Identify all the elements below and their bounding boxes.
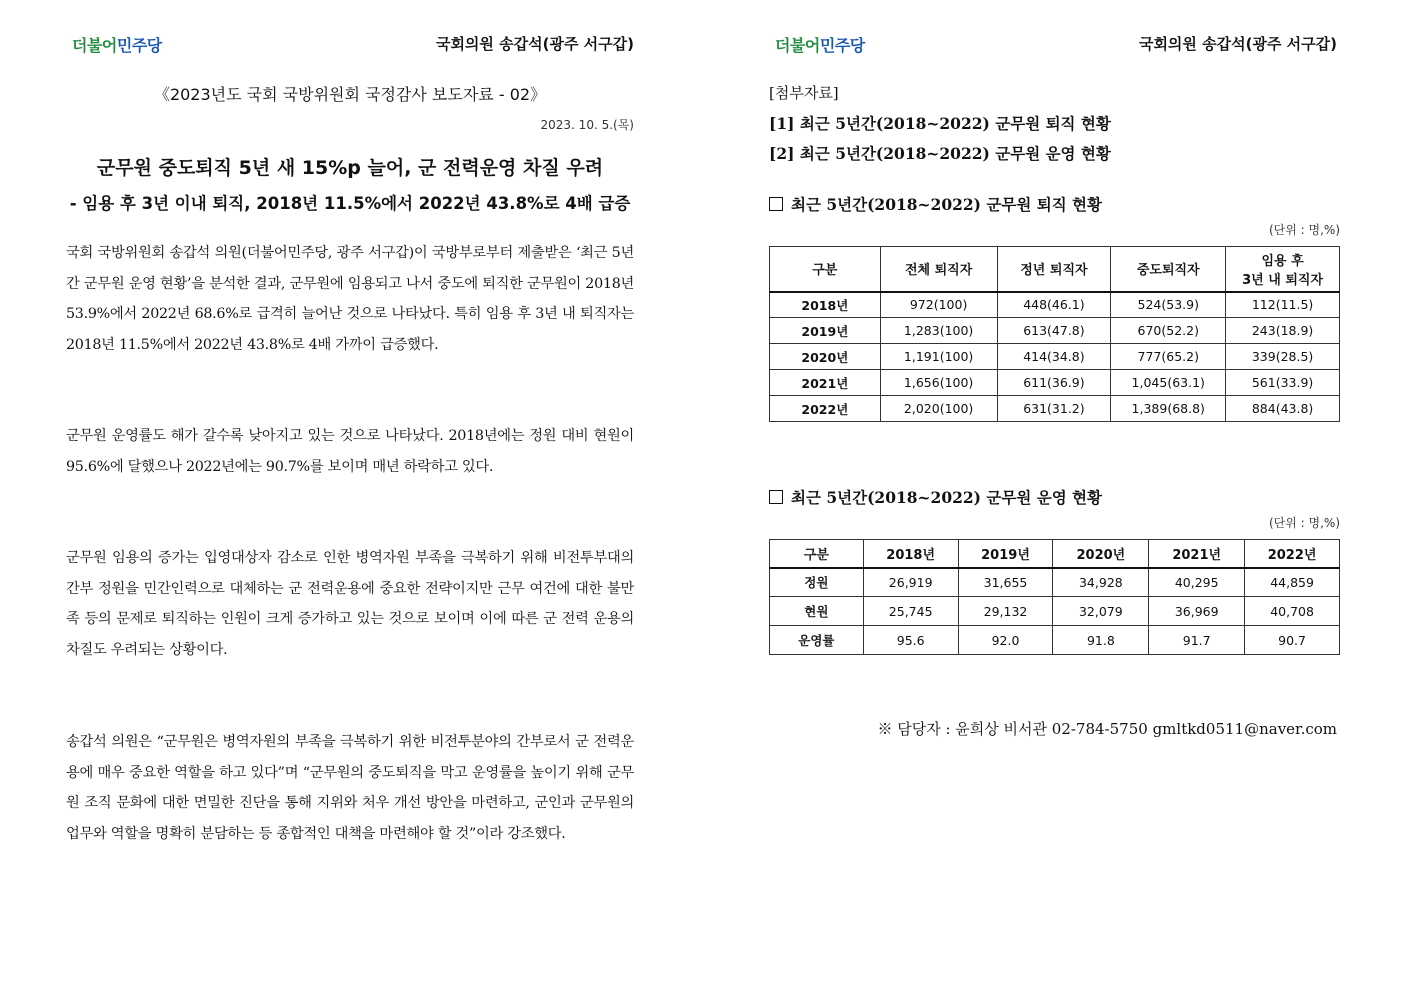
attachment-item: [1] 최근 5년간(2018~2022) 군무원 퇴직 현황 <box>769 114 1111 133</box>
table-cell: 613(47.8) <box>997 318 1111 344</box>
row-label: 2021년 <box>770 370 881 396</box>
press-release-page <box>0 0 700 992</box>
logo-part1: 더불어 <box>72 36 117 55</box>
table-cell: 36,969 <box>1149 597 1245 626</box>
table-row <box>770 626 1340 655</box>
member-name: 국회의원 송갑석(광주 서구갑) <box>1138 35 1337 53</box>
table-cell: 112(11.5) <box>1226 292 1340 318</box>
row-label: 정원 <box>770 568 864 597</box>
table-cell: 95.6 <box>863 626 958 655</box>
header-line: 임용 후 <box>1261 253 1304 269</box>
attachment-heading: [첨부자료] <box>769 84 839 102</box>
table-cell: 90.7 <box>1245 626 1340 655</box>
row-label: 운영률 <box>770 626 864 655</box>
table-cell: 561(33.9) <box>1226 370 1340 396</box>
table-header: 2020년 <box>1053 540 1149 568</box>
logo-part2: 민주당 <box>116 36 162 55</box>
retirement-table <box>769 246 1340 422</box>
table-header: 정년 퇴직자 <box>997 247 1111 292</box>
table-cell: 32,079 <box>1053 597 1149 626</box>
table-header: 전체 퇴직자 <box>880 247 997 292</box>
subheadline: - 임용 후 3년 이내 퇴직, 2018년 11.5%에서 2022년 43.8%로 4배 급증 <box>69 194 631 213</box>
table-cell: 1,389(68.8) <box>1111 396 1226 422</box>
table-cell: 91.7 <box>1149 626 1245 655</box>
table-cell: 1,045(63.1) <box>1111 370 1226 396</box>
paragraph: 국회 국방위원회 송갑석 의원(더불어민주당, 광주 서구갑)이 국방부로부터 제출받은 ‘최근 5년간 군무원 운영 현황’을 분석한 결과, 군무원에 임용되고 나서 중도에 퇴직한 군무원이 2018년 53.9%에서 2022년 68.6%로 급격히 늘어난 것으로 나타났다. 특히 임용 후 3년 내 퇴직자는 2018년 11.5%에서 2022년 43.8%로 4배 가까이 급증했다. <box>66 245 634 353</box>
checkbox-square-icon <box>769 197 783 211</box>
table-cell: 44,859 <box>1245 568 1340 597</box>
logo-part1: 더불어 <box>775 36 820 55</box>
table-header: 구분 <box>770 540 864 568</box>
table-row <box>770 597 1340 626</box>
contact-info: ※ 담당자 : 윤희상 비서관 02-784-5750 gmltkd0511@naver.com <box>877 720 1337 738</box>
table-cell: 884(43.8) <box>1226 396 1340 422</box>
release-title: 《2023년도 국회 국방위원회 국정감사 보도자료 - 02》 <box>153 85 547 104</box>
table-cell: 1,656(100) <box>880 370 997 396</box>
table2-title <box>769 486 1102 508</box>
table2-unit: (단위 : 명,%) <box>1268 516 1340 530</box>
paragraph: 군무원 운영률도 해가 갈수록 낮아지고 있는 것으로 나타났다. 2018년에는 정원 대비 현원이 95.6%에 달했으나 2022년에는 90.7%를 보이며 매년 하락하고 있다. <box>66 428 634 475</box>
table-cell: 29,132 <box>958 597 1053 626</box>
operation-table <box>769 539 1340 655</box>
table-cell: 243(18.9) <box>1226 318 1340 344</box>
table-header: 2018년 <box>863 540 958 568</box>
table-header <box>1226 247 1340 292</box>
row-label: 현원 <box>770 597 864 626</box>
table-cell: 91.8 <box>1053 626 1149 655</box>
table-header: 중도퇴직자 <box>1111 247 1226 292</box>
table-cell: 40,295 <box>1149 568 1245 597</box>
table-cell: 2,020(100) <box>880 396 997 422</box>
table-row <box>770 370 1340 396</box>
table-row <box>770 396 1340 422</box>
table-cell: 631(31.2) <box>997 396 1111 422</box>
row-label: 2019년 <box>770 318 881 344</box>
table-cell: 92.0 <box>958 626 1053 655</box>
table-cell: 31,655 <box>958 568 1053 597</box>
table-row <box>770 318 1340 344</box>
table-cell: 777(65.2) <box>1111 344 1226 370</box>
party-logo <box>72 33 162 56</box>
table-cell: 414(34.8) <box>997 344 1111 370</box>
table-cell: 26,919 <box>863 568 958 597</box>
member-name: 국회의원 송갑석(광주 서구갑) <box>435 35 634 53</box>
table-row <box>770 568 1340 597</box>
headline: 군무원 중도퇴직 5년 새 15%p 늘어, 군 전력운영 차질 우려 <box>96 157 604 179</box>
checkbox-square-icon <box>769 490 783 504</box>
row-label: 2020년 <box>770 344 881 370</box>
table2-title-text: 최근 5년간(2018~2022) 군무원 운영 현황 <box>791 488 1103 507</box>
table-cell: 972(100) <box>880 292 997 318</box>
paragraph: 군무원 임용의 증가는 입영대상자 감소로 인한 병역자원 부족을 극복하기 위해 비전투부대의 간부 정원을 민간인력으로 대체하는 군 전력운용에 중요한 전략이지만 근무 여건에 대한 불만족 등의 문제로 퇴직하는 인원이 크게 증가하고 있는 것으로 보이며 이에 따른 군 전력 운용의 차질도 우려되는 상황이다. <box>66 550 634 658</box>
release-date: 2023. 10. 5.(목) <box>540 118 634 132</box>
table-header: 2022년 <box>1245 540 1340 568</box>
table-cell: 670(52.2) <box>1111 318 1226 344</box>
table-cell: 1,191(100) <box>880 344 997 370</box>
table-cell: 611(36.9) <box>997 370 1111 396</box>
table-cell: 1,283(100) <box>880 318 997 344</box>
table1-unit: (단위 : 명,%) <box>1268 223 1340 237</box>
row-label: 2022년 <box>770 396 881 422</box>
table-cell: 524(53.9) <box>1111 292 1226 318</box>
table-header: 구분 <box>770 247 881 292</box>
table-row <box>770 344 1340 370</box>
table-cell: 339(28.5) <box>1226 344 1340 370</box>
table1-title <box>769 193 1102 215</box>
attachment-page <box>702 0 1403 992</box>
table1-title-text: 최근 5년간(2018~2022) 군무원 퇴직 현황 <box>791 195 1103 214</box>
table-cell: 34,928 <box>1053 568 1149 597</box>
table-cell: 25,745 <box>863 597 958 626</box>
table-cell: 448(46.1) <box>997 292 1111 318</box>
table-cell: 40,708 <box>1245 597 1340 626</box>
logo-part2: 민주당 <box>819 36 865 55</box>
attachment-item: [2] 최근 5년간(2018~2022) 군무원 운영 현황 <box>769 144 1111 163</box>
table-row <box>770 292 1340 318</box>
party-logo <box>775 33 865 56</box>
table-header: 2019년 <box>958 540 1053 568</box>
table-header: 2021년 <box>1149 540 1245 568</box>
paragraph: 송갑석 의원은 “군무원은 병역자원의 부족을 극복하기 위한 비전투분야의 간부로서 군 전력운용에 매우 중요한 역할을 하고 있다”며 “군무원의 중도퇴직을 막고 운영률을 높이기 위해 군무원 조직 문화에 대한 면밀한 진단을 통해 지위와 처우 개선 방안을 마련하고, 군인과 군무원의 업무와 역할을 명확히 분담하는 등 종합적인 대책을 마련해야 할 것”이라 강조했다. <box>66 734 634 842</box>
row-label: 2018년 <box>770 292 881 318</box>
header-line: 3년 내 퇴직자 <box>1242 272 1324 288</box>
